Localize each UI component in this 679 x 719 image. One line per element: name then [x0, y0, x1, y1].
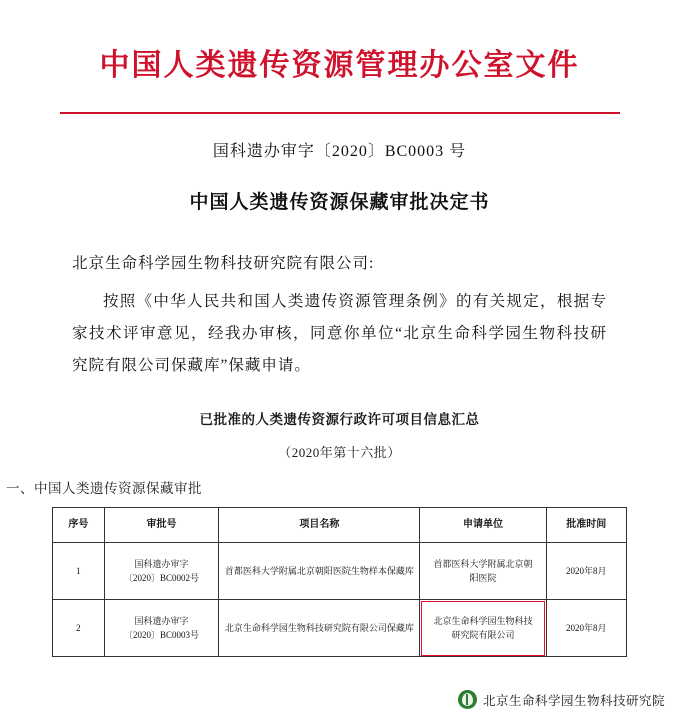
document-page: [0, 40, 679, 719]
table-header-no: 序号: [53, 508, 105, 543]
cell-code-line1: 国科遗办审字: [134, 559, 189, 569]
cell-org-line2: 研究院有限公司: [451, 630, 515, 640]
cell-code-line1: 国科遗办审字: [134, 616, 189, 626]
appendix-batch: （2020年第十六批）: [278, 445, 401, 460]
cell-organization-highlighted: [420, 600, 546, 657]
cell-no: 2: [53, 600, 105, 657]
table-header-code: 审批号: [104, 508, 219, 543]
footer-brand: [458, 690, 665, 709]
cell-code-line2: 〔2020〕BC0003号: [124, 630, 200, 640]
body-recipient: 北京生命科学园生物科技研究院有限公司:: [72, 255, 375, 272]
document-title: 中国人类遗传资源管理办公室文件: [99, 49, 580, 82]
cell-org-line2: 阳医院: [469, 573, 497, 583]
cell-code-line2: 〔2020〕BC0002号: [124, 573, 200, 583]
document-subject: 中国人类遗传资源保藏审批决定书: [189, 192, 490, 213]
leaf-logo-icon: [458, 690, 477, 709]
cell-project-name: 北京生命科学园生物科技研究院有限公司保藏库: [219, 600, 420, 657]
approval-table: [52, 507, 627, 657]
brand-name: 北京生命科学园生物科技研究院: [482, 693, 665, 708]
document-body: [72, 248, 607, 382]
document-number: 国科遗办审字〔2020〕BC0003 号: [212, 143, 467, 160]
cell-code: [104, 600, 219, 657]
body-paragraph: 按照《中华人民共和国人类遗传资源管理条例》的有关规定，根据专家技术评审意见，经我办审核，同意你单位“北京生命科学园生物科技研究院有限公司保藏库”保藏申请。: [72, 293, 607, 374]
appendix-title: 已批准的人类遗传资源行政许可项目信息汇总: [199, 412, 480, 427]
cell-org-line1: 首都医科大学附属北京朝: [433, 559, 533, 569]
table-header-row: [53, 508, 627, 543]
table-row: [53, 600, 627, 657]
table-row: [53, 543, 627, 600]
table-header-date: 批准时间: [546, 508, 626, 543]
cell-date: 2020年8月: [546, 543, 626, 600]
cell-code: [104, 543, 219, 600]
cell-org-line1: 北京生命科学园生物科技: [433, 616, 533, 626]
section-label: 一、中国人类遗传资源保藏审批: [6, 481, 202, 496]
cell-organization: [420, 543, 546, 600]
red-divider-rule: [60, 112, 620, 114]
cell-no: 1: [53, 543, 105, 600]
table-header-name: 项目名称: [219, 508, 420, 543]
cell-project-name: 首都医科大学附属北京朝阳医院生物样本保藏库: [219, 543, 420, 600]
approval-table-wrapper: [52, 507, 627, 657]
cell-date: 2020年8月: [546, 600, 626, 657]
table-header-org: 申请单位: [420, 508, 546, 543]
